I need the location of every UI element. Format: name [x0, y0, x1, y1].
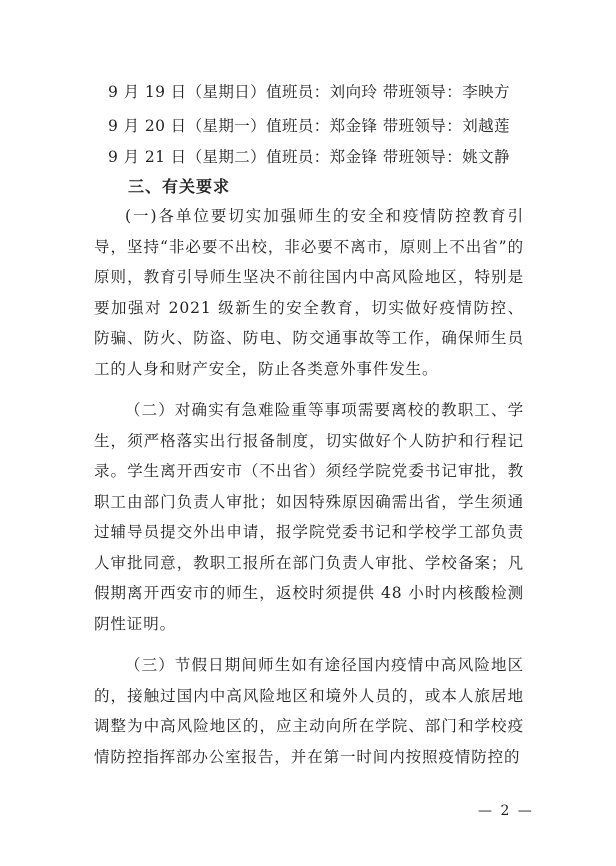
duty-line-sep-20: 9 月 20 日（星期一）值班员：郑金锋 带班领导：刘越莲 — [108, 117, 510, 135]
paragraph-3: （三）节假日期间师生如有途径国内疫情中高风险地区的，接触过国内中高风险地区和境外人员的，或本人旅居地调整为中高风险地区的，应主动向所在学院、部门和学校疫情防控指挥部办公室报告，并在第一时间内按照疫情防控的 — [94, 656, 524, 766]
paragraph-1: (一)各单位要切实加强师生的安全和疫情防控教育引导，坚持“非必要不出校，非必要不离市，原则上不出省”的原则，教育引导师生坚决不前往国内中高风险地区，特别是要加强对 2021 级新生的安全教育，切实做好疫情防控、防骗、防火、防盗、防电、防交通事故等工作，确保师生员工的人身和财产安全，防止各类意外事件发生。 — [94, 207, 524, 378]
duty-line-sep-21: 9 月 21 日（星期二）值班员：郑金锋 带班领导：姚文静 — [108, 148, 510, 166]
page-number: — 2 — — [478, 803, 534, 819]
duty-line-sep-19: 9 月 19 日（星期日）值班员：刘向玲 带班领导：李映方 — [108, 83, 510, 101]
section-heading: 三、有关要求 — [128, 177, 231, 196]
paragraph-2: （二）对确实有急难险重等事项需要离校的教职工、学生，须严格落实出行报备制度，切实做好个人防护和行程记录。学生离开西安市（不出省）须经学院党委书记审批，教职工由部门负责人审批；如因特殊原因确需出省，学生须通过辅导员提交外出申请，报学院党委书记和学校学工部负责人审批同意，教职工报所在部门负责人审批、学校备案；凡假期离开西安市的师生，返校时须提供 48 小时内核酸检测阴性证明。 — [94, 401, 524, 633]
